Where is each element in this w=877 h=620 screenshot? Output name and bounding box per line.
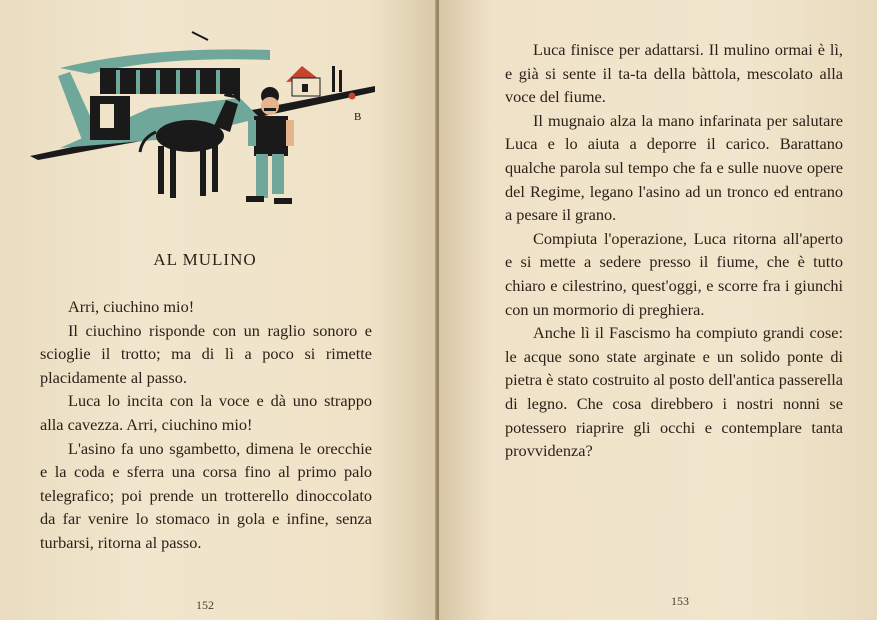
page-number: 153 bbox=[671, 594, 689, 608]
left-body-text bbox=[40, 295, 372, 555]
mill-donkey-illustration bbox=[30, 28, 375, 218]
paragraph: Anche lì il Fascismo ha compiuto grandi cose: le acque sono state arginate e un solido ponte di pietra è stato costruito al posto dell'antica passerella di legno. Che cosa direbbero i nostri nonni se potessero riaprire gli occhi e contemplare tanta provvidenza? bbox=[505, 323, 843, 461]
paragraph: Arri, ciuchino mio! bbox=[68, 297, 195, 316]
paragraph: Il mugnaio alza la mano infarinata per salutare Luca e lo aiuta a deporre il carico. Barattano qualche parola sul tempo che fa e sulle nuove opere del Regime, legano l'asino ad un tronco ed entrano a pesare il grano. bbox=[505, 110, 843, 225]
paragraph: L'asino fa uno sgambetto, dimena le orecchie e la coda e sferra una corsa fino al primo palo telegrafico; poi prende un trotterello dinoccolato da far venire lo stomaco in gola e infine, senza turbarsi, ritorna al passo. bbox=[40, 438, 372, 552]
left-page bbox=[0, 0, 437, 620]
paragraph: Luca finisce per adattarsi. Il mulino ormai è lì, e già si sente il ta-ta della bàttola, mescolato alla voce del fiume. bbox=[505, 40, 843, 107]
chapter-title: AL MULINO bbox=[153, 250, 257, 269]
paragraph: Il ciuchino risponde con un raglio sonoro e scioglie il trotto; ma di lì a poco si rimette placidamente al passo. bbox=[40, 320, 372, 387]
right-page bbox=[439, 0, 877, 620]
illustration-signature: B bbox=[354, 111, 362, 123]
page-number: 152 bbox=[196, 598, 214, 612]
paragraph: Luca lo incita con la voce e dà uno strappo alla cavezza. Arri, ciuchino mio! bbox=[40, 391, 372, 434]
paragraph: Compiuta l'operazione, Luca ritorna all'aperto e si mette a sedere presso il fiume, che è tutto chiaro e cilestrino, quest'oggi, e scorre fra i giunchi con un mormorio di preghiera. bbox=[505, 228, 843, 319]
right-body-text bbox=[505, 38, 843, 463]
